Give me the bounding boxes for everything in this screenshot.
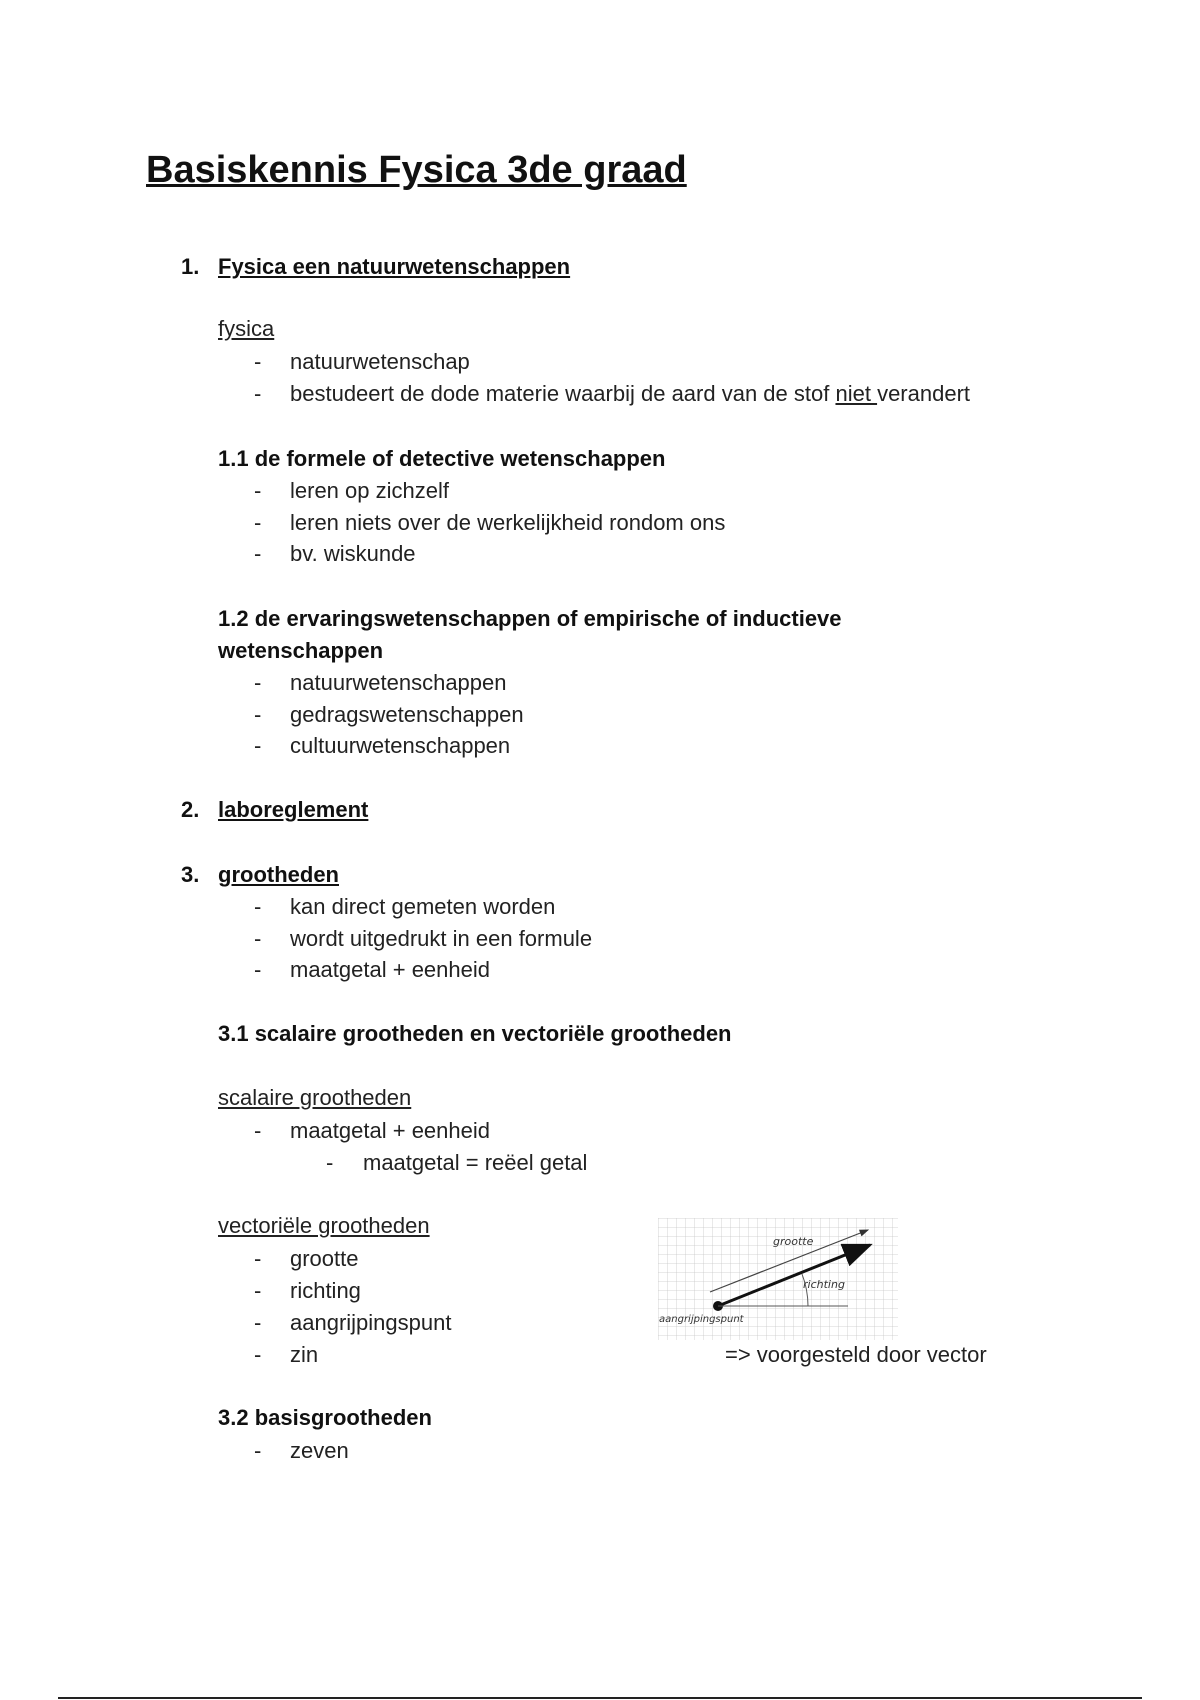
- list-item-text: verandert: [877, 381, 971, 406]
- list-item: leren niets over de werkelijkheid rondom ons: [290, 510, 726, 535]
- bullet-dash: -: [254, 670, 262, 695]
- bullet-dash: -: [254, 1118, 262, 1143]
- section-1-heading: Fysica een natuurwetenschappen: [218, 254, 571, 279]
- page-title: Basiskennis Fysica 3de graad: [146, 149, 687, 191]
- list-item: [290, 381, 970, 407]
- list-item: maatgetal + eenheid: [290, 957, 490, 982]
- list-item: kan direct gemeten worden: [290, 894, 556, 919]
- section-2-number: 2.: [181, 797, 200, 822]
- section-3-1-heading: 3.1 scalaire grootheden en vectoriële grootheden: [218, 1021, 732, 1046]
- bullet-dash: -: [254, 702, 262, 727]
- bullet-dash: -: [254, 478, 262, 503]
- label-aangrijpingspunt: aangrijpingspunt: [659, 1314, 744, 1325]
- bullet-dash: -: [254, 926, 262, 951]
- section-1-2-heading-cont: wetenschappen: [218, 638, 384, 663]
- bullet-dash: -: [254, 349, 262, 374]
- bullet-dash: -: [254, 1246, 262, 1271]
- section-3-2-heading: 3.2 basisgrootheden: [218, 1405, 432, 1430]
- section-1-2-heading: 1.2 de ervaringswetenschappen of empirische of inductieve: [218, 606, 842, 631]
- vector-label: vectoriële grootheden: [218, 1213, 430, 1238]
- section-1-number: 1.: [181, 254, 200, 279]
- list-item: richting: [290, 1278, 361, 1303]
- label-richting: richting: [803, 1278, 845, 1291]
- list-item: leren op zichzelf: [290, 478, 449, 503]
- bullet-dash: -: [326, 1150, 334, 1175]
- scalar-label: scalaire grootheden: [218, 1085, 412, 1110]
- bullet-dash: -: [254, 957, 262, 982]
- emphasis-niet: niet: [835, 381, 878, 406]
- bullet-dash: -: [254, 894, 262, 919]
- list-item: maatgetal + eenheid: [290, 1118, 490, 1143]
- list-item: grootte: [290, 1246, 359, 1271]
- bullet-dash: -: [254, 1310, 262, 1335]
- list-item: aangrijpingspunt: [290, 1310, 452, 1335]
- bullet-dash: -: [254, 1438, 262, 1463]
- section-3-number: 3.: [181, 862, 200, 887]
- list-item: gedragswetenschappen: [290, 702, 524, 727]
- bullet-dash: -: [254, 541, 262, 566]
- bullet-dash: -: [254, 1278, 262, 1303]
- bullet-dash: -: [254, 733, 262, 758]
- fysica-label: fysica: [218, 316, 275, 341]
- vector-diagram: [658, 1218, 898, 1340]
- list-item: wordt uitgedrukt in een formule: [290, 926, 593, 951]
- list-item: cultuurwetenschappen: [290, 733, 511, 758]
- list-item: zin: [290, 1342, 319, 1367]
- list-item-text: bestudeert de dode materie waarbij de aard van de stof: [290, 381, 836, 406]
- vector-note: => voorgesteld door vector: [725, 1342, 987, 1367]
- page-divider: [58, 1697, 1142, 1699]
- list-item: natuurwetenschappen: [290, 670, 507, 695]
- section-2-heading: laboreglement: [218, 797, 369, 822]
- list-item: zeven: [290, 1438, 349, 1463]
- label-grootte: grootte: [773, 1235, 814, 1248]
- section-3-heading: grootheden: [218, 862, 339, 887]
- list-item-nested: maatgetal = reëel getal: [363, 1150, 588, 1175]
- list-item: bv. wiskunde: [290, 541, 416, 566]
- list-item: natuurwetenschap: [290, 349, 470, 374]
- bullet-dash: -: [254, 1342, 262, 1367]
- section-1-1-heading: 1.1 de formele of detective wetenschappen: [218, 446, 666, 471]
- bullet-dash: -: [254, 510, 262, 535]
- bullet-dash: -: [254, 381, 262, 406]
